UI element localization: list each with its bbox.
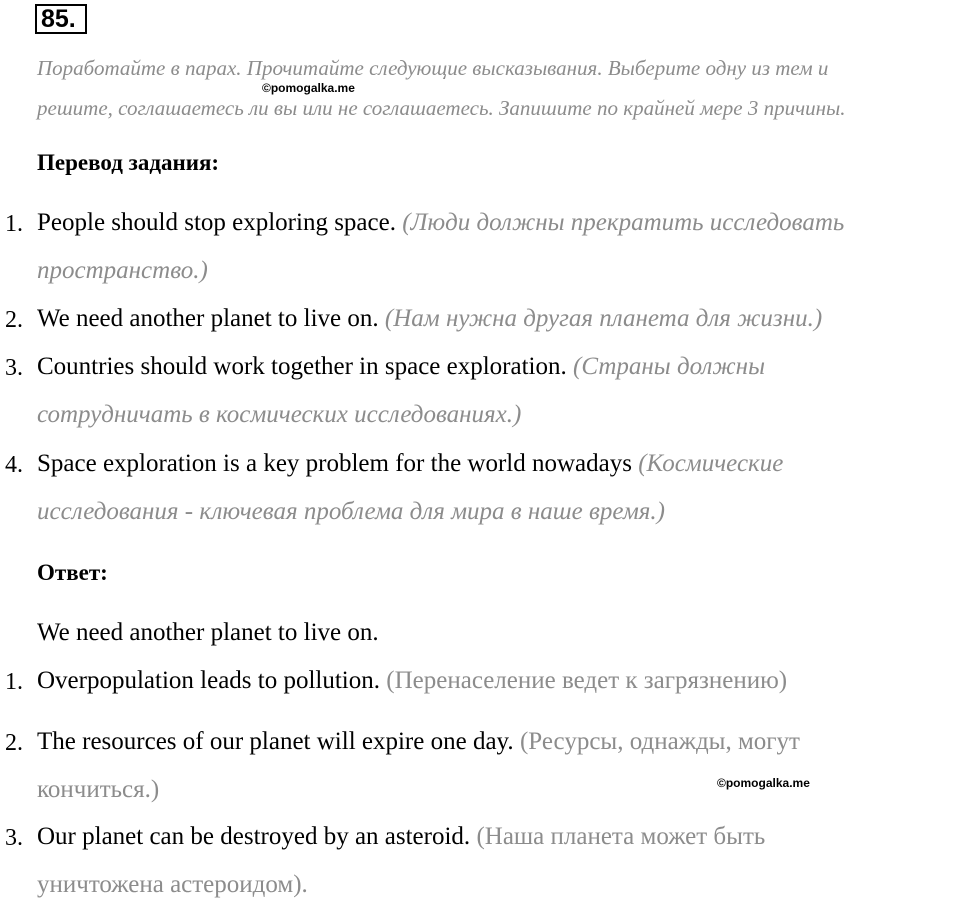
list-item	[37, 667, 787, 695]
instructions-line-1: Поработайте в парах. Прочитайте следующие высказывания. Выберите одну из тем и	[37, 56, 829, 80]
list-item-number: 2.	[5, 307, 23, 333]
russian-translation-continued: уничтожена астероидом).	[37, 871, 308, 898]
russian-translation: (Наша планета может быть	[476, 823, 766, 850]
russian-translation-continued: сотрудничать в космических исследованиях.)	[37, 401, 522, 428]
russian-translation: (Люди должны прекратить исследовать	[402, 209, 845, 236]
watermark: ©pomogalka.me	[717, 776, 810, 790]
english-text: Our planet can be destroyed by an asteroid.	[37, 823, 471, 850]
russian-translation-continued: исследования - ключевая проблема для мира в наше время.)	[37, 498, 665, 525]
english-text: Overpopulation leads to pollution.	[37, 667, 381, 694]
translation-heading: Перевод задания:	[37, 150, 220, 175]
list-item-number: 3.	[5, 355, 23, 381]
russian-translation: (Ресурсы, однажды, могут	[519, 728, 800, 755]
list-item	[37, 353, 765, 381]
list-item-number: 1.	[5, 211, 23, 237]
english-text: We need another planet to live on.	[37, 305, 379, 332]
russian-translation-continued: пространство.)	[37, 257, 208, 284]
instructions-line-2: решите, соглашаетесь ли вы или не соглашаетесь. Запишите по крайней мере 3 причины.	[37, 96, 846, 120]
list-item	[37, 728, 800, 756]
english-text: People should stop exploring space.	[37, 209, 396, 236]
list-item-number: 3.	[5, 825, 23, 851]
list-item	[37, 450, 783, 478]
answer-topic: We need another planet to live on.	[37, 619, 379, 646]
list-item-number: 1.	[5, 669, 23, 695]
english-text: Countries should work together in space exploration.	[37, 353, 567, 380]
english-text: Space exploration is a key problem for the world nowadays	[37, 450, 632, 477]
answer-heading: Ответ:	[37, 560, 108, 585]
russian-translation: (Перенаселение ведет к загрязнению)	[386, 667, 788, 694]
exercise-number: 85.	[35, 4, 87, 34]
english-text: The resources of our planet will expire one day.	[37, 728, 514, 755]
russian-translation-continued: кончиться.)	[37, 776, 160, 803]
list-item	[37, 209, 844, 237]
russian-translation: (Страны должны	[573, 353, 766, 380]
russian-translation: (Космические	[638, 450, 784, 477]
list-item	[37, 823, 765, 851]
russian-translation: (Нам нужна другая планета для жизни.)	[384, 305, 823, 332]
list-item	[37, 305, 822, 333]
list-item-number: 2.	[5, 730, 23, 756]
watermark: ©pomogalka.me	[262, 81, 355, 95]
list-item-number: 4.	[5, 452, 23, 478]
